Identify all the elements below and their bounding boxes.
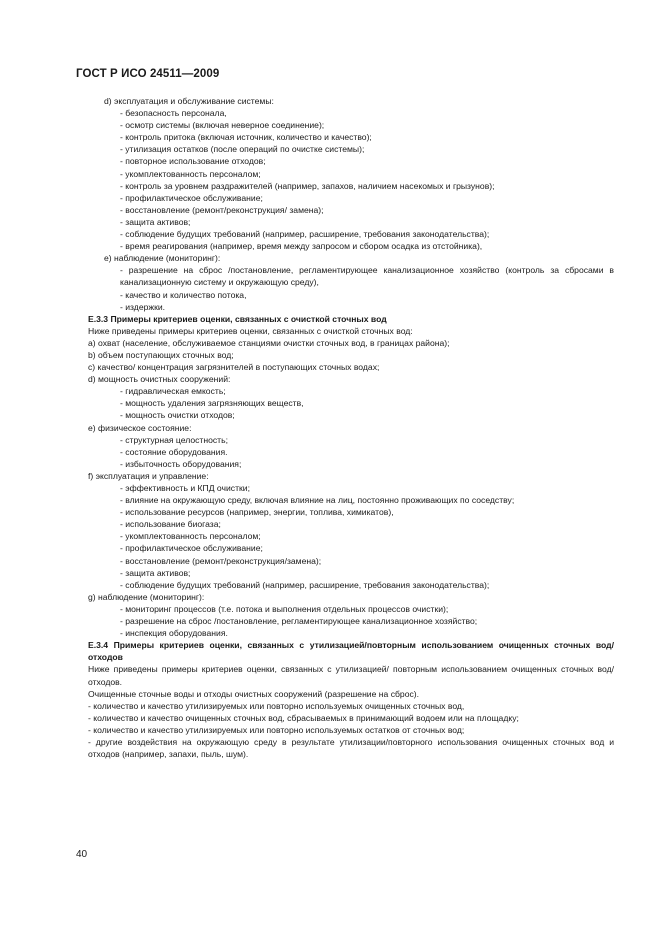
text-line: - контроль притока (включая источник, количество и качество); <box>120 132 372 143</box>
text-line: - защита активов; <box>120 216 191 227</box>
text-line: c) качество/ концентрация загрязнителей в поступающих сточных водах; <box>88 362 380 373</box>
text-line: - избыточность оборудования; <box>120 458 242 469</box>
text-line: a) охват (население, обслуживаемое станциями очистки сточных вод, в границах района); <box>88 337 450 348</box>
text-line: - количество и качество утилизируемых или повторно используемых остатков от сточных вод; <box>88 724 465 735</box>
text-line: - издержки. <box>120 301 166 312</box>
text-line: f) эксплуатация и управление: <box>88 470 209 481</box>
text-line: b) объем поступающих сточных вод; <box>88 349 234 360</box>
text-line: - гидравлическая емкость; <box>120 386 226 397</box>
text-line: - профилактическое обслуживание; <box>120 192 263 203</box>
text-line: d) эксплуатация и обслуживание системы: <box>104 96 274 106</box>
section-heading: Е.3.3 Примеры критериев оценки, связанных с очисткой сточных вод <box>88 313 387 324</box>
text-line: Ниже приведены примеры критериев оценки, связанных с утилизацией/ повторным использованием очищенных сточных вод/ отходов. <box>88 664 614 687</box>
text-line: - повторное использование отходов; <box>120 156 266 167</box>
text-line: - время реагирования (например, время между запросом и сбором осадка из отстойника), <box>120 241 483 252</box>
text-line: e) физическое состояние: <box>88 422 192 433</box>
text-line: - осмотр системы (включая неверное соединение); <box>120 120 325 131</box>
text-line: - использование ресурсов (например, энергии, топлива, химикатов), <box>120 507 394 518</box>
text-line: - другие воздействия на окружающую среду в результате утилизации/повторного использования очищенных сточных вод и отходов (например, запахи, пыль, шум). <box>88 736 614 760</box>
section-heading: Е.3.4 Примеры критериев оценки, связанных с утилизацией/повторным использованием очищенных сточных вод/отходов <box>88 640 614 663</box>
document-body <box>76 95 614 760</box>
text-line: - восстановление (ремонт/реконструкция/ замена); <box>120 204 324 215</box>
text-line: - соблюдение будущих требований (например, расширение, требования законодательства); <box>120 229 490 240</box>
text-line: - мощность очистки отходов; <box>120 410 235 421</box>
text-line: Ниже приведены примеры критериев оценки, связанных с очисткой сточных вод: <box>88 325 413 336</box>
text-line: - инспекция оборудования. <box>120 628 228 639</box>
text-line: - соблюдение будущих требований (например, расширение, требования законодательства); <box>120 579 490 590</box>
text-line: e) наблюдение (мониторинг): <box>104 253 221 264</box>
text-line: - укомплектованность персоналом; <box>120 168 261 179</box>
text-line: - мощность удаления загрязняющих веществ, <box>120 398 304 409</box>
text-line: - утилизация остатков (после операций по очистке системы); <box>120 144 365 155</box>
text-line: - защита активов; <box>120 567 191 578</box>
text-line: - структурная целостность; <box>120 434 228 445</box>
text-line: - состояние оборудования. <box>120 446 228 457</box>
text-line: g) наблюдение (мониторинг): <box>88 591 205 602</box>
text-line: - мониторинг процессов (т.е. потока и выполнения отдельных процессов очистки); <box>120 603 449 614</box>
text-line: d) мощность очистных сооружений: <box>88 374 231 385</box>
text-line: Очищенные сточные воды и отходы очистных сооружений (разрешение на сброс). <box>88 688 420 699</box>
document-header: ГОСТ Р ИСО 24511—2009 <box>76 68 220 80</box>
text-line: - восстановление (ремонт/реконструкция/замена); <box>120 555 322 566</box>
text-line: - укомплектованность персоналом; <box>120 531 261 542</box>
text-line: - использование биогаза; <box>120 519 221 530</box>
text-line: - контроль за уровнем раздражителей (например, запахов, наличием насекомых и грызунов); <box>120 180 495 191</box>
text-line: - профилактическое обслуживание; <box>120 543 263 554</box>
text-line: - безопасность персонала, <box>120 108 227 119</box>
text-line: - эффективность и КПД очистки; <box>120 483 250 493</box>
text-line: - влияние на окружающую среду, включая влияние на лиц, постоянно проживающих по соседству; <box>120 495 515 506</box>
page-number: 40 <box>76 849 88 860</box>
text-line: - разрешение на сброс /постановление, регламентирующее канализационное хозяйство (контроль за сбросами в канализационную систему и окружающую среду), <box>120 265 614 288</box>
text-line: - количество и качество утилизируемых или повторно используемых очищенных сточных вод, <box>88 700 465 711</box>
text-line: - качество и количество потока, <box>120 289 247 300</box>
text-line: - разрешение на сброс /постановление, регламентирующее канализационное хозяйство; <box>120 616 478 627</box>
text-line: - количество и качество очищенных сточных вод, сбрасываемых в принимающий водоем или на площадку; <box>88 712 519 723</box>
